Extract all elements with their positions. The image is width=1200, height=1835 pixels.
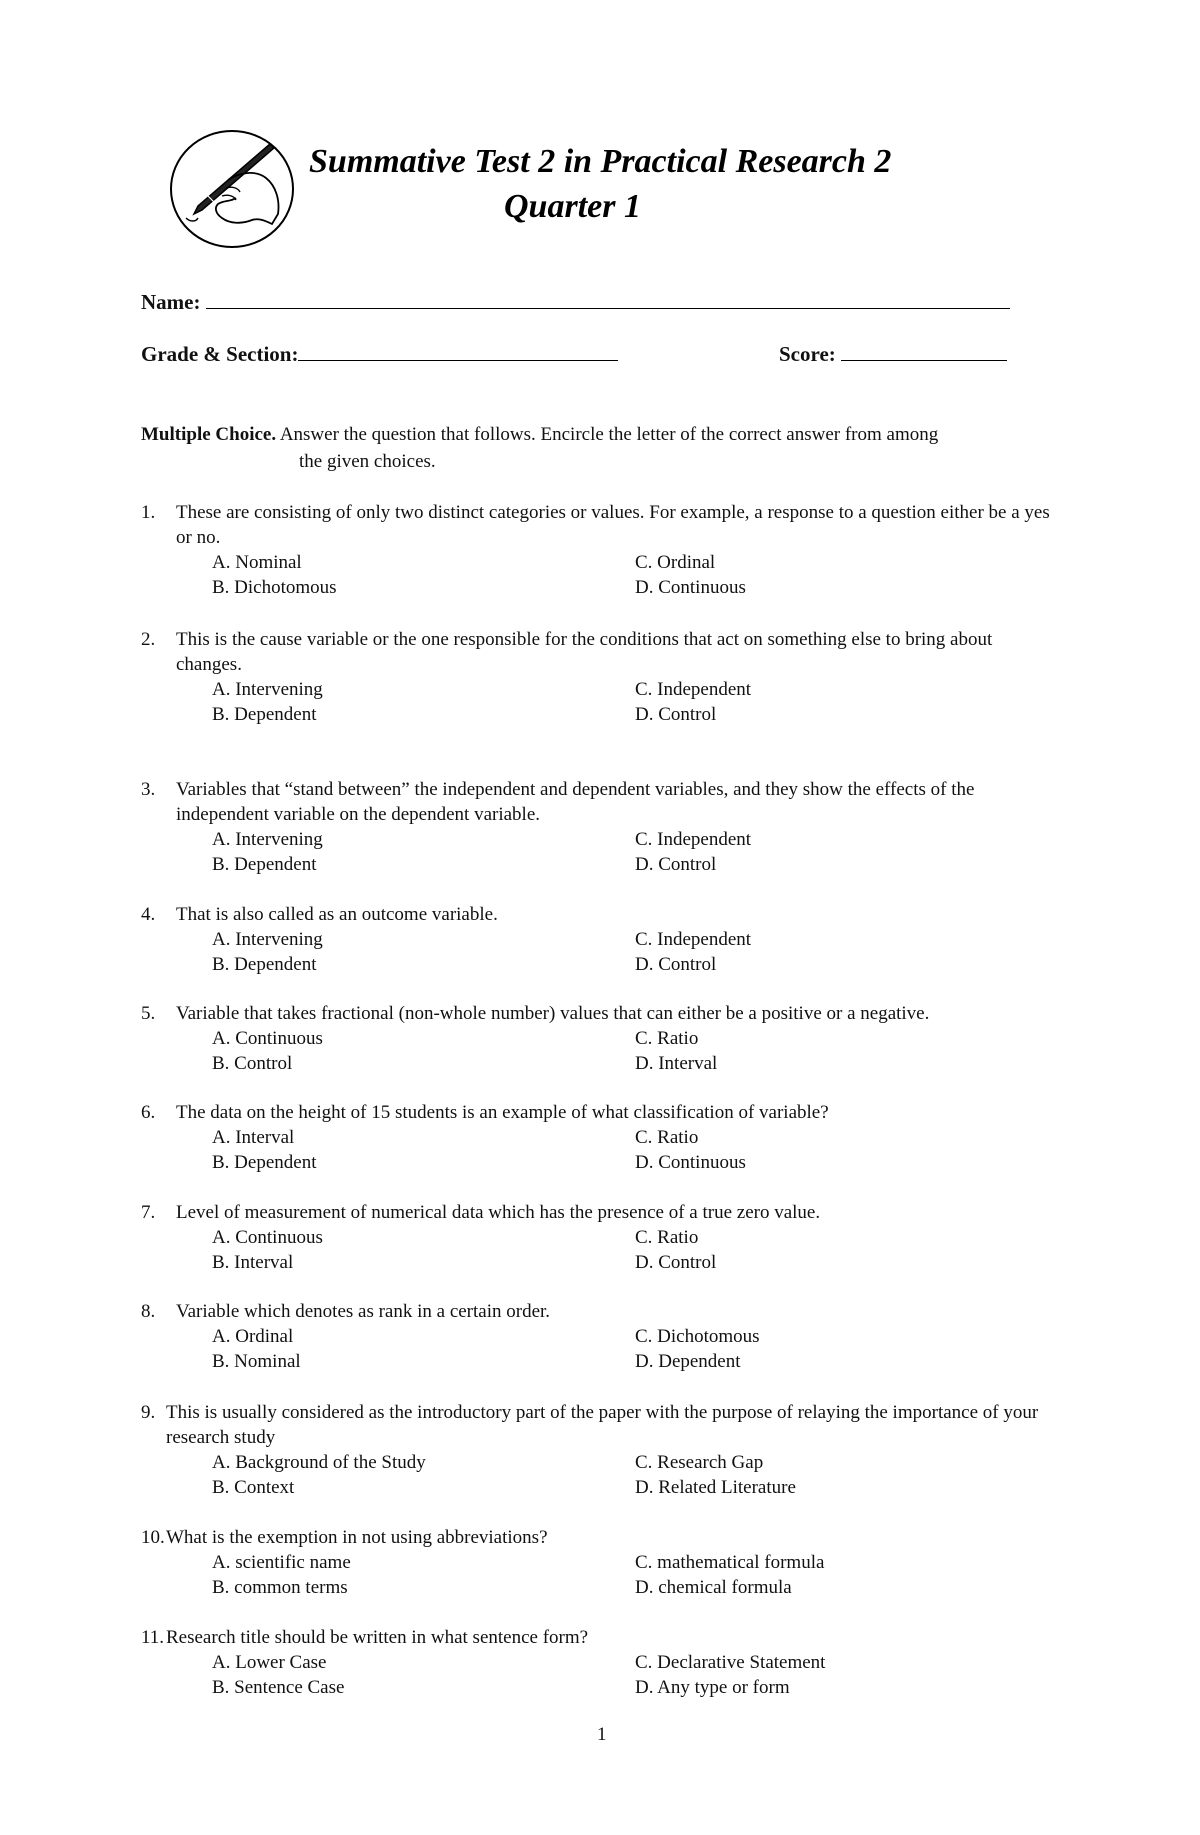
question-stem: That is also called as an outcome variable. (176, 904, 498, 925)
question-7 (141, 1200, 1061, 1275)
question-4 (141, 902, 1061, 977)
question-number: 2. (141, 629, 156, 650)
choice-a[interactable]: A. Lower Case (212, 1652, 327, 1673)
question-stem: These are consisting of only two distinct categories or values. For example, a response to a question either be a yes or no. (176, 502, 1050, 548)
choice-c[interactable]: C. Independent (635, 679, 752, 700)
choice-b[interactable]: B. Dependent (212, 854, 317, 875)
choice-d[interactable]: D. Related Literature (635, 1477, 796, 1498)
choice-d[interactable]: D. chemical formula (635, 1577, 792, 1598)
choice-d[interactable]: D. Control (635, 1252, 717, 1273)
choice-b[interactable]: B. Dichotomous (212, 577, 337, 598)
question-9 (141, 1400, 1061, 1500)
choice-a[interactable]: A. Intervening (212, 829, 323, 850)
question-3 (141, 777, 1061, 877)
grade-section-label: Grade & Section: (141, 342, 299, 366)
score-blank[interactable] (841, 340, 1007, 361)
instructions (141, 421, 1061, 475)
question-stem: Research title should be written in what sentence form? (166, 1627, 589, 1648)
choice-d[interactable]: D. Continuous (635, 1152, 746, 1173)
choice-a[interactable]: A. Continuous (212, 1028, 323, 1049)
question-5 (141, 1001, 1061, 1076)
name-blank[interactable] (206, 288, 1010, 309)
choice-a[interactable]: A. Interval (212, 1127, 295, 1148)
choice-b[interactable]: B. Nominal (212, 1351, 301, 1372)
question-stem: This is usually considered as the introductory part of the paper with the purpose of relaying the importance of your research study (166, 1402, 1039, 1448)
choice-d[interactable]: D. Interval (635, 1053, 718, 1074)
choice-b[interactable]: B. Dependent (212, 1152, 317, 1173)
choice-a[interactable]: A. Ordinal (212, 1326, 294, 1347)
hand-writing-pen-icon (168, 128, 296, 250)
name-field-row (141, 288, 1010, 315)
choice-d[interactable]: D. Any type or form (635, 1677, 790, 1698)
question-stem: What is the exemption in not using abbreviations? (166, 1527, 548, 1548)
choice-d[interactable]: D. Control (635, 854, 717, 875)
choice-b[interactable]: B. Sentence Case (212, 1677, 345, 1698)
title-line-2: Quarter 1 (504, 188, 641, 225)
choice-b[interactable]: B. Dependent (212, 954, 317, 975)
choice-c[interactable]: C. Dichotomous (635, 1326, 760, 1347)
choice-b[interactable]: B. common terms (212, 1577, 348, 1598)
choice-a[interactable]: A. scientific name (212, 1552, 351, 1573)
question-number: 10. (141, 1527, 165, 1548)
grade-section-field-row (141, 340, 618, 367)
choice-a[interactable]: A. Nominal (212, 552, 302, 573)
question-number: 9. (141, 1402, 156, 1423)
choice-a[interactable]: A. Continuous (212, 1227, 323, 1248)
choice-c[interactable]: C. Independent (635, 829, 752, 850)
question-stem: Variable which denotes as rank in a certain order. (176, 1301, 551, 1322)
choice-d[interactable]: D. Control (635, 954, 717, 975)
choice-c[interactable]: C. Research Gap (635, 1452, 764, 1473)
question-8 (141, 1299, 1061, 1374)
choice-b[interactable]: B. Context (212, 1477, 295, 1498)
question-number: 3. (141, 779, 156, 800)
choice-c[interactable]: C. Ratio (635, 1227, 699, 1248)
question-1 (141, 500, 1061, 600)
choice-c[interactable]: C. Ratio (635, 1127, 699, 1148)
question-11 (141, 1625, 1061, 1700)
question-6 (141, 1100, 1061, 1175)
choice-c[interactable]: C. Independent (635, 929, 752, 950)
choice-b[interactable]: B. Interval (212, 1252, 294, 1273)
question-10 (141, 1525, 1061, 1600)
choice-c[interactable]: C. Declarative Statement (635, 1652, 826, 1673)
question-2 (141, 627, 1061, 727)
question-stem: The data on the height of 15 students is an example of what classification of variable? (176, 1102, 829, 1123)
instructions-text-1: Answer the question that follows. Encircle the letter of the correct answer from among (279, 424, 939, 445)
choice-a[interactable]: A. Background of the Study (212, 1452, 426, 1473)
choice-c[interactable]: C. mathematical formula (635, 1552, 825, 1573)
choice-c[interactable]: C. Ordinal (635, 552, 716, 573)
question-stem: Variable that takes fractional (non-whole number) values that can either be a positive or a negative. (176, 1003, 930, 1024)
choice-d[interactable]: D. Continuous (635, 577, 746, 598)
question-stem: Level of measurement of numerical data which has the presence of a true zero value. (176, 1202, 821, 1223)
score-label: Score: (779, 342, 836, 366)
question-number: 4. (141, 904, 156, 925)
question-number: 7. (141, 1202, 156, 1223)
question-number: 5. (141, 1003, 156, 1024)
choice-b[interactable]: B. Control (212, 1053, 293, 1074)
score-field-row (779, 340, 1007, 367)
choice-a[interactable]: A. Intervening (212, 929, 323, 950)
title-line-1: Summative Test 2 in Practical Research 2 (309, 143, 892, 180)
choice-d[interactable]: D. Control (635, 704, 717, 725)
question-number: 1. (141, 502, 156, 523)
choice-d[interactable]: D. Dependent (635, 1351, 741, 1372)
question-stem: This is the cause variable or the one responsible for the conditions that act on something else to bring about changes. (176, 629, 993, 675)
grade-section-blank[interactable] (298, 340, 618, 361)
page-number: 1 (597, 1724, 607, 1745)
choice-c[interactable]: C. Ratio (635, 1028, 699, 1049)
name-label: Name: (141, 290, 201, 314)
question-stem: Variables that “stand between” the independent and dependent variables, and they show the effects of the independent variable on the dependent variable. (176, 779, 975, 825)
question-number: 11. (141, 1627, 165, 1648)
instructions-text-2: the given choices. (299, 451, 436, 472)
question-number: 6. (141, 1102, 156, 1123)
question-number: 8. (141, 1301, 156, 1322)
choice-b[interactable]: B. Dependent (212, 704, 317, 725)
choice-a[interactable]: A. Intervening (212, 679, 323, 700)
instructions-label: Multiple Choice. (141, 424, 277, 445)
